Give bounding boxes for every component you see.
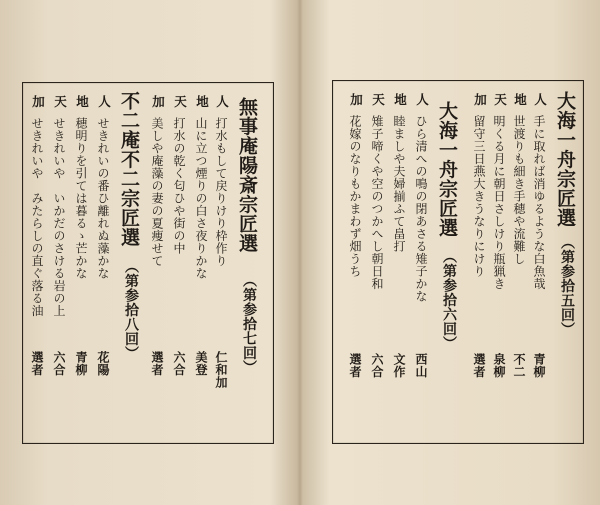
rank-label: 地 — [392, 93, 408, 106]
verse-author: 泉柳 — [492, 353, 506, 378]
contest-round: （第参拾六回） — [441, 249, 457, 351]
rank-label: 地 — [194, 95, 210, 108]
contest-title: 大海一舟宗匠選 — [554, 91, 576, 228]
verse-text: 世渡りも細き手穂や流難し — [512, 115, 526, 265]
right-page-body — [333, 81, 583, 443]
rank-label: 加 — [472, 93, 488, 106]
verse-text: 打水の乾く匂ひや街の中 — [172, 117, 186, 255]
rank-label: 人 — [414, 93, 430, 106]
verse-text: せきれいの番ひ離れぬ藻かな — [96, 117, 110, 280]
verse-text: せきれいや いかだのさける岩の上 — [52, 117, 66, 317]
rank-label: 人 — [214, 95, 230, 108]
verse-author: 選者 — [348, 353, 362, 378]
contest-title: 無事庵陽斎宗匠選 — [236, 97, 258, 253]
verse-author: 選者 — [30, 351, 44, 376]
verse-text: 打水もして戻りけり枠作り — [214, 117, 228, 267]
rank-label: 天 — [370, 93, 386, 106]
verse-text: 花嫁のなりもかまわず畑うち — [348, 115, 362, 278]
verse-text: 手に取れば消ゆるような白魚哉 — [532, 115, 546, 290]
contest-title: 不二庵不二宗匠選 — [118, 91, 140, 247]
verse-author: 選者 — [472, 353, 486, 378]
verse-author: 仁和加 — [214, 351, 228, 389]
contest-round: （第参拾八回） — [123, 259, 139, 361]
rank-label: 地 — [512, 93, 528, 106]
rank-label: 地 — [74, 95, 90, 108]
verse-text: 山に立つ煙りの白さ夜りかな — [194, 117, 208, 280]
verse-text: 穂明りを引ては暮るゝ芒かな — [74, 117, 88, 280]
verse-author: 美登 — [194, 351, 208, 376]
rank-label: 人 — [532, 93, 548, 106]
verse-author: 花陽 — [96, 351, 110, 376]
right-page — [302, 0, 600, 505]
verse-text: 睦ましや夫婦揃ふて畠打 — [392, 115, 406, 253]
verse-author: 選者 — [150, 351, 164, 376]
verse-author: 青柳 — [74, 351, 88, 376]
right-page-frame — [332, 80, 584, 444]
contest-title: 大海一舟宗匠選 — [436, 101, 458, 238]
rank-label: 天 — [492, 93, 508, 106]
rank-label: 天 — [52, 95, 68, 108]
verse-text: 明くる月に朝日さしけり瓶猟き — [492, 115, 506, 290]
verse-author: 西山 — [414, 353, 428, 378]
rank-label: 人 — [96, 95, 112, 108]
rank-label: 天 — [172, 95, 188, 108]
verse-text: ひら清への鳴の閉あさる雉子かな — [414, 115, 428, 303]
verse-author: 文作 — [392, 353, 406, 378]
left-page-frame — [22, 82, 274, 444]
verse-author: 六合 — [370, 353, 384, 378]
contest-round: （第参拾七回） — [241, 273, 257, 375]
verse-text: 美しや庵藻の妻の夏痩せて — [150, 117, 164, 267]
verse-author: 六合 — [172, 351, 186, 376]
rank-label: 加 — [348, 93, 364, 106]
left-page-body — [23, 83, 273, 443]
verse-author: 青柳 — [532, 353, 546, 378]
verse-author: 六合 — [52, 351, 66, 376]
verse-text: せきれいや みたらしの直ぐ落る油 — [30, 117, 44, 317]
rank-label: 加 — [150, 95, 166, 108]
left-page — [0, 0, 298, 505]
verse-author: 不二 — [512, 353, 526, 378]
verse-text: 雉子啼くや空のつかへし朝日和 — [370, 115, 384, 290]
contest-round: （第参拾五回） — [559, 235, 575, 337]
rank-label: 加 — [30, 95, 46, 108]
verse-text: 留守三日燕大きうなりにけり — [472, 115, 486, 278]
